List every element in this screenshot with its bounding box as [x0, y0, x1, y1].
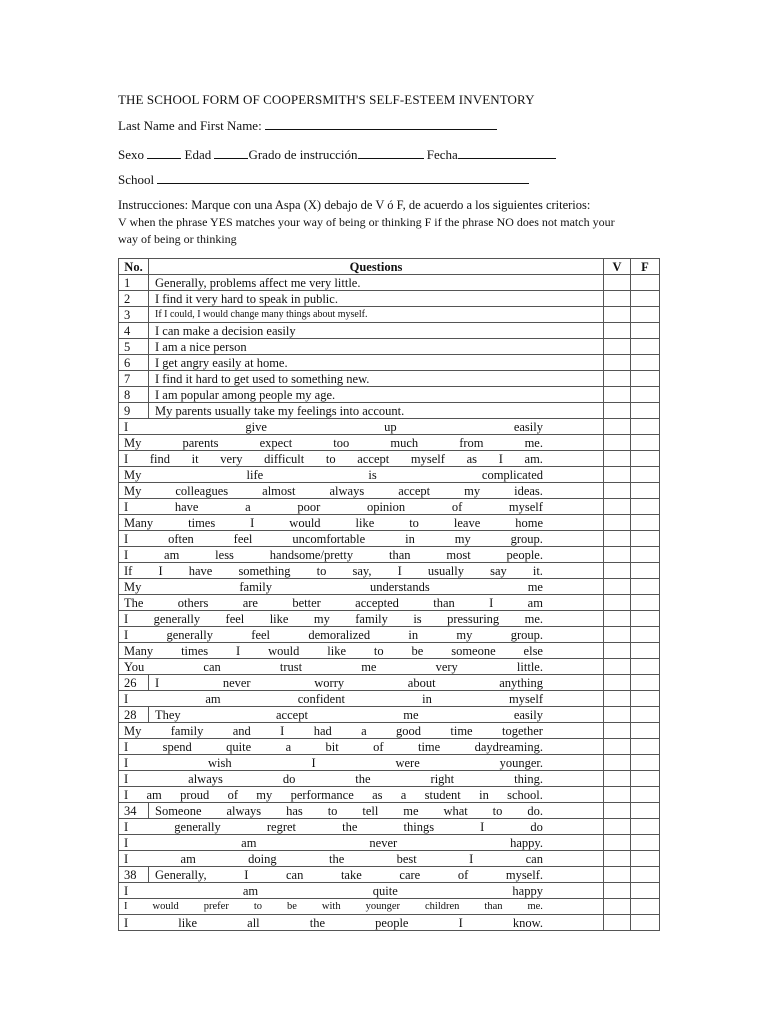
answer-v-cell[interactable] — [604, 483, 631, 499]
question-text: I get angry easily at home. — [149, 355, 604, 371]
question-number: 8 — [119, 387, 149, 403]
answer-v-cell[interactable] — [604, 323, 631, 339]
question-words: I generally regret the things I do — [124, 819, 543, 834]
question-text: My parents usually take my feelings into account. — [149, 403, 604, 419]
question-text — [149, 707, 604, 723]
question-words: I am never happy. — [124, 835, 543, 850]
question-number: 1 — [119, 275, 149, 291]
table-row — [119, 851, 660, 867]
answer-v-cell[interactable] — [604, 675, 631, 691]
question-number: 6 — [119, 355, 149, 371]
table-row — [119, 403, 660, 419]
answer-v-cell[interactable] — [604, 403, 631, 419]
table-row — [119, 627, 660, 643]
table-row — [119, 643, 660, 659]
question-words: I give up easily — [124, 419, 543, 434]
answer-v-cell[interactable] — [604, 371, 631, 387]
answer-f-cell[interactable] — [631, 739, 660, 755]
instructions — [118, 197, 615, 248]
table-row — [119, 707, 660, 723]
table-row — [119, 659, 660, 675]
question-words: I often feel uncomfortable in my group. — [124, 531, 543, 546]
answer-f-cell[interactable] — [631, 723, 660, 739]
table-row — [119, 611, 660, 627]
question-words: I am doing the best I can — [124, 851, 543, 866]
answer-f-cell[interactable] — [631, 595, 660, 611]
table-row — [119, 595, 660, 611]
question-text: I am a nice person — [149, 339, 604, 355]
question-words: You can trust me very little. — [124, 659, 543, 674]
answer-v-cell[interactable] — [604, 291, 631, 307]
question-text — [119, 835, 604, 851]
answer-f-cell[interactable] — [631, 707, 660, 723]
question-text — [119, 915, 604, 931]
answer-f-cell[interactable] — [631, 627, 660, 643]
question-text — [119, 435, 604, 451]
answer-f-cell[interactable] — [631, 307, 660, 323]
instructions-line-1: Instrucciones: Marque con una Aspa (X) debajo de V ó F, de acuerdo a los siguientes criterios: — [118, 198, 591, 212]
question-text: I find it very hard to speak in public. — [149, 291, 604, 307]
question-text — [119, 611, 604, 627]
question-text — [149, 803, 604, 819]
question-text — [119, 467, 604, 483]
question-text: I can make a decision easily — [149, 323, 604, 339]
answer-f-cell[interactable] — [631, 371, 660, 387]
fecha-label: Fecha — [426, 147, 458, 162]
answer-v-cell[interactable] — [604, 883, 631, 899]
question-text — [119, 819, 604, 835]
answer-f-cell[interactable] — [631, 883, 660, 899]
answer-v-cell[interactable] — [604, 627, 631, 643]
question-text — [119, 851, 604, 867]
question-words: Many times I would like to be someone else — [124, 643, 543, 658]
question-words: My family understands me — [124, 579, 543, 594]
table-row — [119, 771, 660, 787]
answer-f-cell[interactable] — [631, 691, 660, 707]
answer-f-cell[interactable] — [631, 355, 660, 371]
question-number: 38 — [119, 867, 149, 883]
answer-f-cell[interactable] — [631, 451, 660, 467]
header-f: F — [631, 259, 660, 275]
question-text — [119, 483, 604, 499]
question-text — [119, 547, 604, 563]
table-row — [119, 435, 660, 451]
answer-f-cell[interactable] — [631, 851, 660, 867]
table-row — [119, 819, 660, 835]
question-words: I would prefer to be with younger children than me. — [124, 900, 543, 912]
table-row — [119, 835, 660, 851]
table-row — [119, 515, 660, 531]
question-text: I am popular among people my age. — [149, 387, 604, 403]
fecha-blank[interactable] — [458, 147, 556, 159]
answer-v-cell[interactable] — [604, 755, 631, 771]
question-words: I spend quite a bit of time daydreaming. — [124, 739, 543, 754]
table-row — [119, 371, 660, 387]
table-row — [119, 307, 660, 323]
school-blank[interactable] — [157, 172, 529, 184]
question-words: I am less handsome/pretty than most people. — [124, 547, 543, 562]
answer-f-cell[interactable] — [631, 899, 660, 915]
answer-f-cell[interactable] — [631, 579, 660, 595]
edad-blank[interactable] — [214, 147, 248, 159]
header-no: No. — [119, 259, 149, 275]
answer-f-cell[interactable] — [631, 659, 660, 675]
question-text: If I could, I would change many things about myself. — [149, 307, 604, 323]
answer-v-cell[interactable] — [604, 467, 631, 483]
question-text — [119, 531, 604, 547]
answer-f-cell[interactable] — [631, 499, 660, 515]
table-row — [119, 883, 660, 899]
answer-f-cell[interactable] — [631, 275, 660, 291]
question-text — [119, 499, 604, 515]
answer-f-cell[interactable] — [631, 771, 660, 787]
answer-f-cell[interactable] — [631, 675, 660, 691]
question-text — [149, 675, 604, 691]
answer-v-cell[interactable] — [604, 563, 631, 579]
table-row — [119, 755, 660, 771]
table-row — [119, 739, 660, 755]
sexo-blank[interactable] — [147, 147, 181, 159]
table-row — [119, 803, 660, 819]
answer-v-cell[interactable] — [604, 355, 631, 371]
answer-v-cell[interactable] — [604, 691, 631, 707]
table-row — [119, 451, 660, 467]
question-number: 28 — [119, 707, 149, 723]
answer-v-cell[interactable] — [604, 915, 631, 931]
answer-f-cell[interactable] — [631, 339, 660, 355]
table-row — [119, 323, 660, 339]
question-words: I find it very difficult to accept myself as I am. — [124, 451, 543, 466]
table-row — [119, 867, 660, 883]
question-text — [119, 627, 604, 643]
answer-f-cell[interactable] — [631, 403, 660, 419]
answer-f-cell[interactable] — [631, 755, 660, 771]
answer-f-cell[interactable] — [631, 467, 660, 483]
school-label: School — [118, 172, 155, 187]
table-row — [119, 483, 660, 499]
form-title: THE SCHOOL FORM OF COOPERSMITH'S SELF-ESTEEM INVENTORY — [118, 92, 535, 107]
answer-v-cell[interactable] — [604, 547, 631, 563]
answer-v-cell[interactable] — [604, 851, 631, 867]
grado-blank[interactable] — [358, 147, 424, 159]
question-words: Generally, I can take care of myself. — [155, 867, 543, 882]
table-row — [119, 467, 660, 483]
answer-f-cell[interactable] — [631, 611, 660, 627]
answer-f-cell[interactable] — [631, 531, 660, 547]
question-text — [119, 739, 604, 755]
answer-f-cell[interactable] — [631, 547, 660, 563]
question-words: I have a poor opinion of myself — [124, 499, 543, 514]
table-row — [119, 691, 660, 707]
question-words: My life is complicated — [124, 467, 543, 482]
answer-f-cell[interactable] — [631, 819, 660, 835]
answer-f-cell[interactable] — [631, 835, 660, 851]
question-text — [119, 563, 604, 579]
answer-v-cell[interactable] — [604, 419, 631, 435]
question-number: 5 — [119, 339, 149, 355]
answer-f-cell[interactable] — [631, 483, 660, 499]
grado-label: Grado de instrucción — [248, 147, 358, 162]
question-text — [119, 595, 604, 611]
question-words: If I have something to say, I usually say it. — [124, 563, 543, 578]
answer-v-cell[interactable] — [604, 531, 631, 547]
question-text — [119, 451, 604, 467]
question-words: I am proud of my performance as a student in school. — [124, 787, 543, 802]
answer-f-cell[interactable] — [631, 323, 660, 339]
table-body — [119, 275, 660, 931]
question-text — [119, 643, 604, 659]
answer-f-cell[interactable] — [631, 563, 660, 579]
question-words: I wish I were younger. — [124, 755, 543, 770]
answer-f-cell[interactable] — [631, 643, 660, 659]
table-row — [119, 787, 660, 803]
table-row — [119, 531, 660, 547]
answer-f-cell[interactable] — [631, 419, 660, 435]
answer-f-cell[interactable] — [631, 387, 660, 403]
answer-v-cell[interactable] — [604, 707, 631, 723]
answer-f-cell[interactable] — [631, 867, 660, 883]
question-words: My family and I had a good time together — [124, 723, 543, 738]
question-text: Generally, problems affect me very little. — [149, 275, 604, 291]
question-text: I find it hard to get used to something new. — [149, 371, 604, 387]
table-row — [119, 275, 660, 291]
question-number: 3 — [119, 307, 149, 323]
table-row — [119, 419, 660, 435]
answer-v-cell[interactable] — [604, 435, 631, 451]
demographics-line — [118, 147, 556, 163]
answer-v-cell[interactable] — [604, 579, 631, 595]
answer-v-cell[interactable] — [604, 339, 631, 355]
question-words: I generally feel like my family is pressuring me. — [124, 611, 543, 626]
table-row — [119, 915, 660, 931]
edad-label: Edad — [184, 147, 212, 162]
answer-f-cell[interactable] — [631, 291, 660, 307]
answer-v-cell[interactable] — [604, 803, 631, 819]
question-text — [119, 755, 604, 771]
answer-f-cell[interactable] — [631, 515, 660, 531]
name-line — [118, 118, 497, 134]
answer-v-cell[interactable] — [604, 595, 631, 611]
question-words: My colleagues almost always accept my ideas. — [124, 483, 543, 498]
school-line — [118, 172, 529, 188]
question-words: I am quite happy — [124, 883, 543, 898]
table-row — [119, 339, 660, 355]
answer-v-cell[interactable] — [604, 723, 631, 739]
header-questions: Questions — [149, 259, 604, 275]
question-text — [119, 419, 604, 435]
answer-v-cell[interactable] — [604, 643, 631, 659]
question-text — [119, 787, 604, 803]
question-text — [119, 659, 604, 675]
answer-v-cell[interactable] — [604, 771, 631, 787]
name-label: Last Name and First Name: — [118, 118, 262, 133]
question-number: 7 — [119, 371, 149, 387]
question-text — [119, 579, 604, 595]
table-row — [119, 387, 660, 403]
question-text — [119, 771, 604, 787]
table-row — [119, 499, 660, 515]
question-number: 26 — [119, 675, 149, 691]
answer-v-cell[interactable] — [604, 899, 631, 915]
table-row — [119, 291, 660, 307]
inventory-table — [118, 258, 660, 931]
header-v: V — [604, 259, 631, 275]
answer-v-cell[interactable] — [604, 387, 631, 403]
answer-v-cell[interactable] — [604, 787, 631, 803]
instructions-line-2: V when the phrase YES matches your way of being or thinking F if the phrase NO does not match your — [118, 215, 615, 229]
answer-v-cell[interactable] — [604, 611, 631, 627]
question-words: The others are better accepted than I am — [124, 595, 543, 610]
question-words: I never worry about anything — [155, 675, 543, 690]
question-words: My parents expect too much from me. — [124, 435, 543, 450]
answer-v-cell[interactable] — [604, 499, 631, 515]
answer-v-cell[interactable] — [604, 515, 631, 531]
question-text — [119, 515, 604, 531]
answer-v-cell[interactable] — [604, 867, 631, 883]
question-text — [119, 899, 604, 915]
answer-f-cell[interactable] — [631, 435, 660, 451]
question-number: 2 — [119, 291, 149, 307]
answer-f-cell[interactable] — [631, 803, 660, 819]
question-number: 4 — [119, 323, 149, 339]
table-row — [119, 723, 660, 739]
question-text — [119, 723, 604, 739]
table-row — [119, 899, 660, 915]
question-words: I always do the right thing. — [124, 771, 543, 786]
answer-v-cell[interactable] — [604, 275, 631, 291]
table-row — [119, 355, 660, 371]
question-words: I generally feel demoralized in my group. — [124, 627, 543, 642]
question-number: 9 — [119, 403, 149, 419]
table-row — [119, 563, 660, 579]
name-blank[interactable] — [265, 118, 497, 130]
answer-v-cell[interactable] — [604, 739, 631, 755]
question-text — [149, 867, 604, 883]
question-words: I am confident in myself — [124, 691, 543, 706]
answer-f-cell[interactable] — [631, 787, 660, 803]
question-number: 34 — [119, 803, 149, 819]
question-words: Someone always has to tell me what to do. — [155, 803, 543, 818]
answer-v-cell[interactable] — [604, 307, 631, 323]
question-words: Many times I would like to leave home — [124, 515, 543, 530]
answer-v-cell[interactable] — [604, 819, 631, 835]
question-text — [119, 691, 604, 707]
instructions-line-3: way of being or thinking — [118, 232, 237, 246]
question-words: They accept me easily — [155, 707, 543, 722]
table-row — [119, 675, 660, 691]
answer-v-cell[interactable] — [604, 835, 631, 851]
question-text — [119, 883, 604, 899]
table-row — [119, 579, 660, 595]
answer-f-cell[interactable] — [631, 915, 660, 931]
answer-v-cell[interactable] — [604, 451, 631, 467]
question-words: I like all the people I know. — [124, 915, 543, 930]
table-row — [119, 547, 660, 563]
sexo-label: Sexo — [118, 147, 144, 162]
answer-v-cell[interactable] — [604, 659, 631, 675]
table-header-row — [119, 259, 660, 275]
